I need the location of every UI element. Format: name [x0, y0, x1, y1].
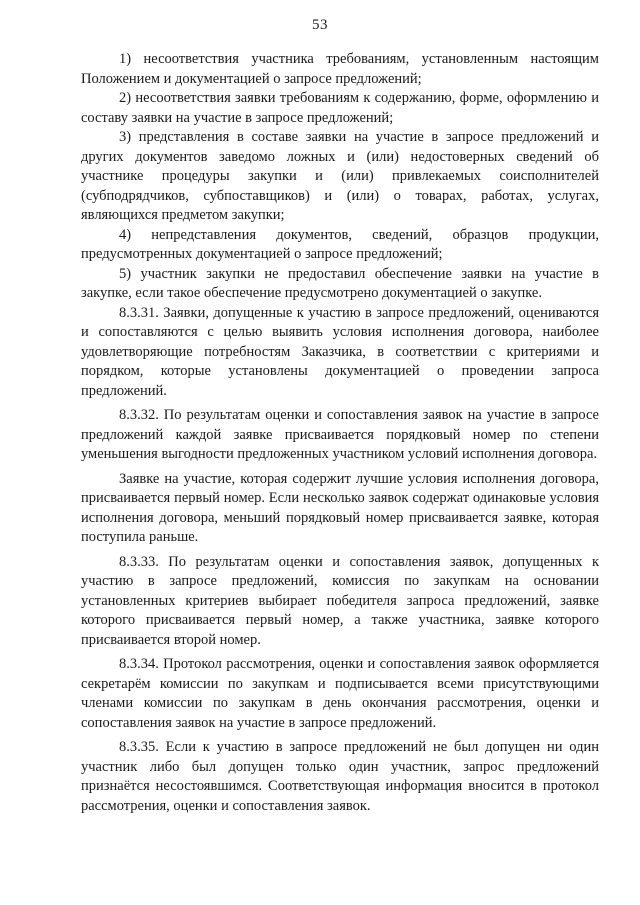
paragraph-8-3-35: 8.3.35. Если к участию в запросе предложений не был допущен ни один участник либо был допущен только один участник, запрос предложений признаётся несостоявшимся. Соответствующая информация вносится в протокол рассмотрения, оценки и сопоставления заявок. — [81, 739, 599, 814]
paragraph-item-2: 2) несоответствия заявки требованиям к содержанию, форме, оформлению и составу заявки на участие в запросе предложений; — [81, 90, 599, 126]
document-body — [81, 50, 599, 816]
paragraph-item-3: 3) представления в составе заявки на участие в запросе предложений и других документов заведомо ложных и (или) недостоверных сведений об участнике процедуры закупки и (или) привлекаемых соисполнителей (субподрядчиков, субпоставщиков) и (или) о товарах, работах, услугах, являющихся предметом закупки; — [81, 129, 599, 223]
paragraph-8-3-31: 8.3.31. Заявки, допущенные к участию в запросе предложений, оцениваются и сопоставляются с целью выявить условия исполнения договора, наиболее удовлетворяющие потребностям Заказчика, в соответствии с критериями и порядком, которые установлены документацией о проведении запроса предложений. — [81, 304, 599, 399]
page-number: 53 — [312, 17, 328, 33]
paragraph-8-3-32: 8.3.32. По результатам оценки и сопоставления заявок на участие в запросе предложений каждой заявке присваивается порядковый номер по степени уменьшения выгодности предложенных участником условий исполнения договора. — [81, 407, 599, 462]
paragraph-8-3-33: 8.3.33. По результатам оценки и сопоставления заявок, допущенных к участию в запросе предложений, комиссия по закупкам на основании установленных критериев выбирает победителя запроса предложений, заявке которого присваивается первый номер, а также участника, заявке которого присваивается второй номер. — [81, 553, 599, 648]
paragraph-first-number: Заявке на участие, которая содержит лучшие условия исполнения договора, присваивается первый номер. Если несколько заявок содержат одинаковые условия исполнения договора, меньший порядковый номер присваивается заявке, которая поступила раньше. — [81, 470, 599, 545]
paragraph-item-4: 4) непредставления документов, сведений, образцов продукции, предусмотренных документацией о запросе предложений; — [81, 226, 599, 262]
paragraph-8-3-34: 8.3.34. Протокол рассмотрения, оценки и сопоставления заявок оформляется секретарём комиссии по закупкам и подписывается всеми присутствующими членами комиссии по закупкам в день окончания рассмотрения, оценки и сопоставления заявок на участие в запросе предложений. — [81, 656, 599, 731]
paragraph-item-1: 1) несоответствия участника требованиям, установленным настоящим Положением и документацией о запросе предложений; — [81, 51, 599, 87]
paragraph-item-5: 5) участник закупки не предоставил обеспечение заявки на участие в закупке, если такое обеспечение предусмотрено документацией о закупке. — [81, 265, 599, 301]
